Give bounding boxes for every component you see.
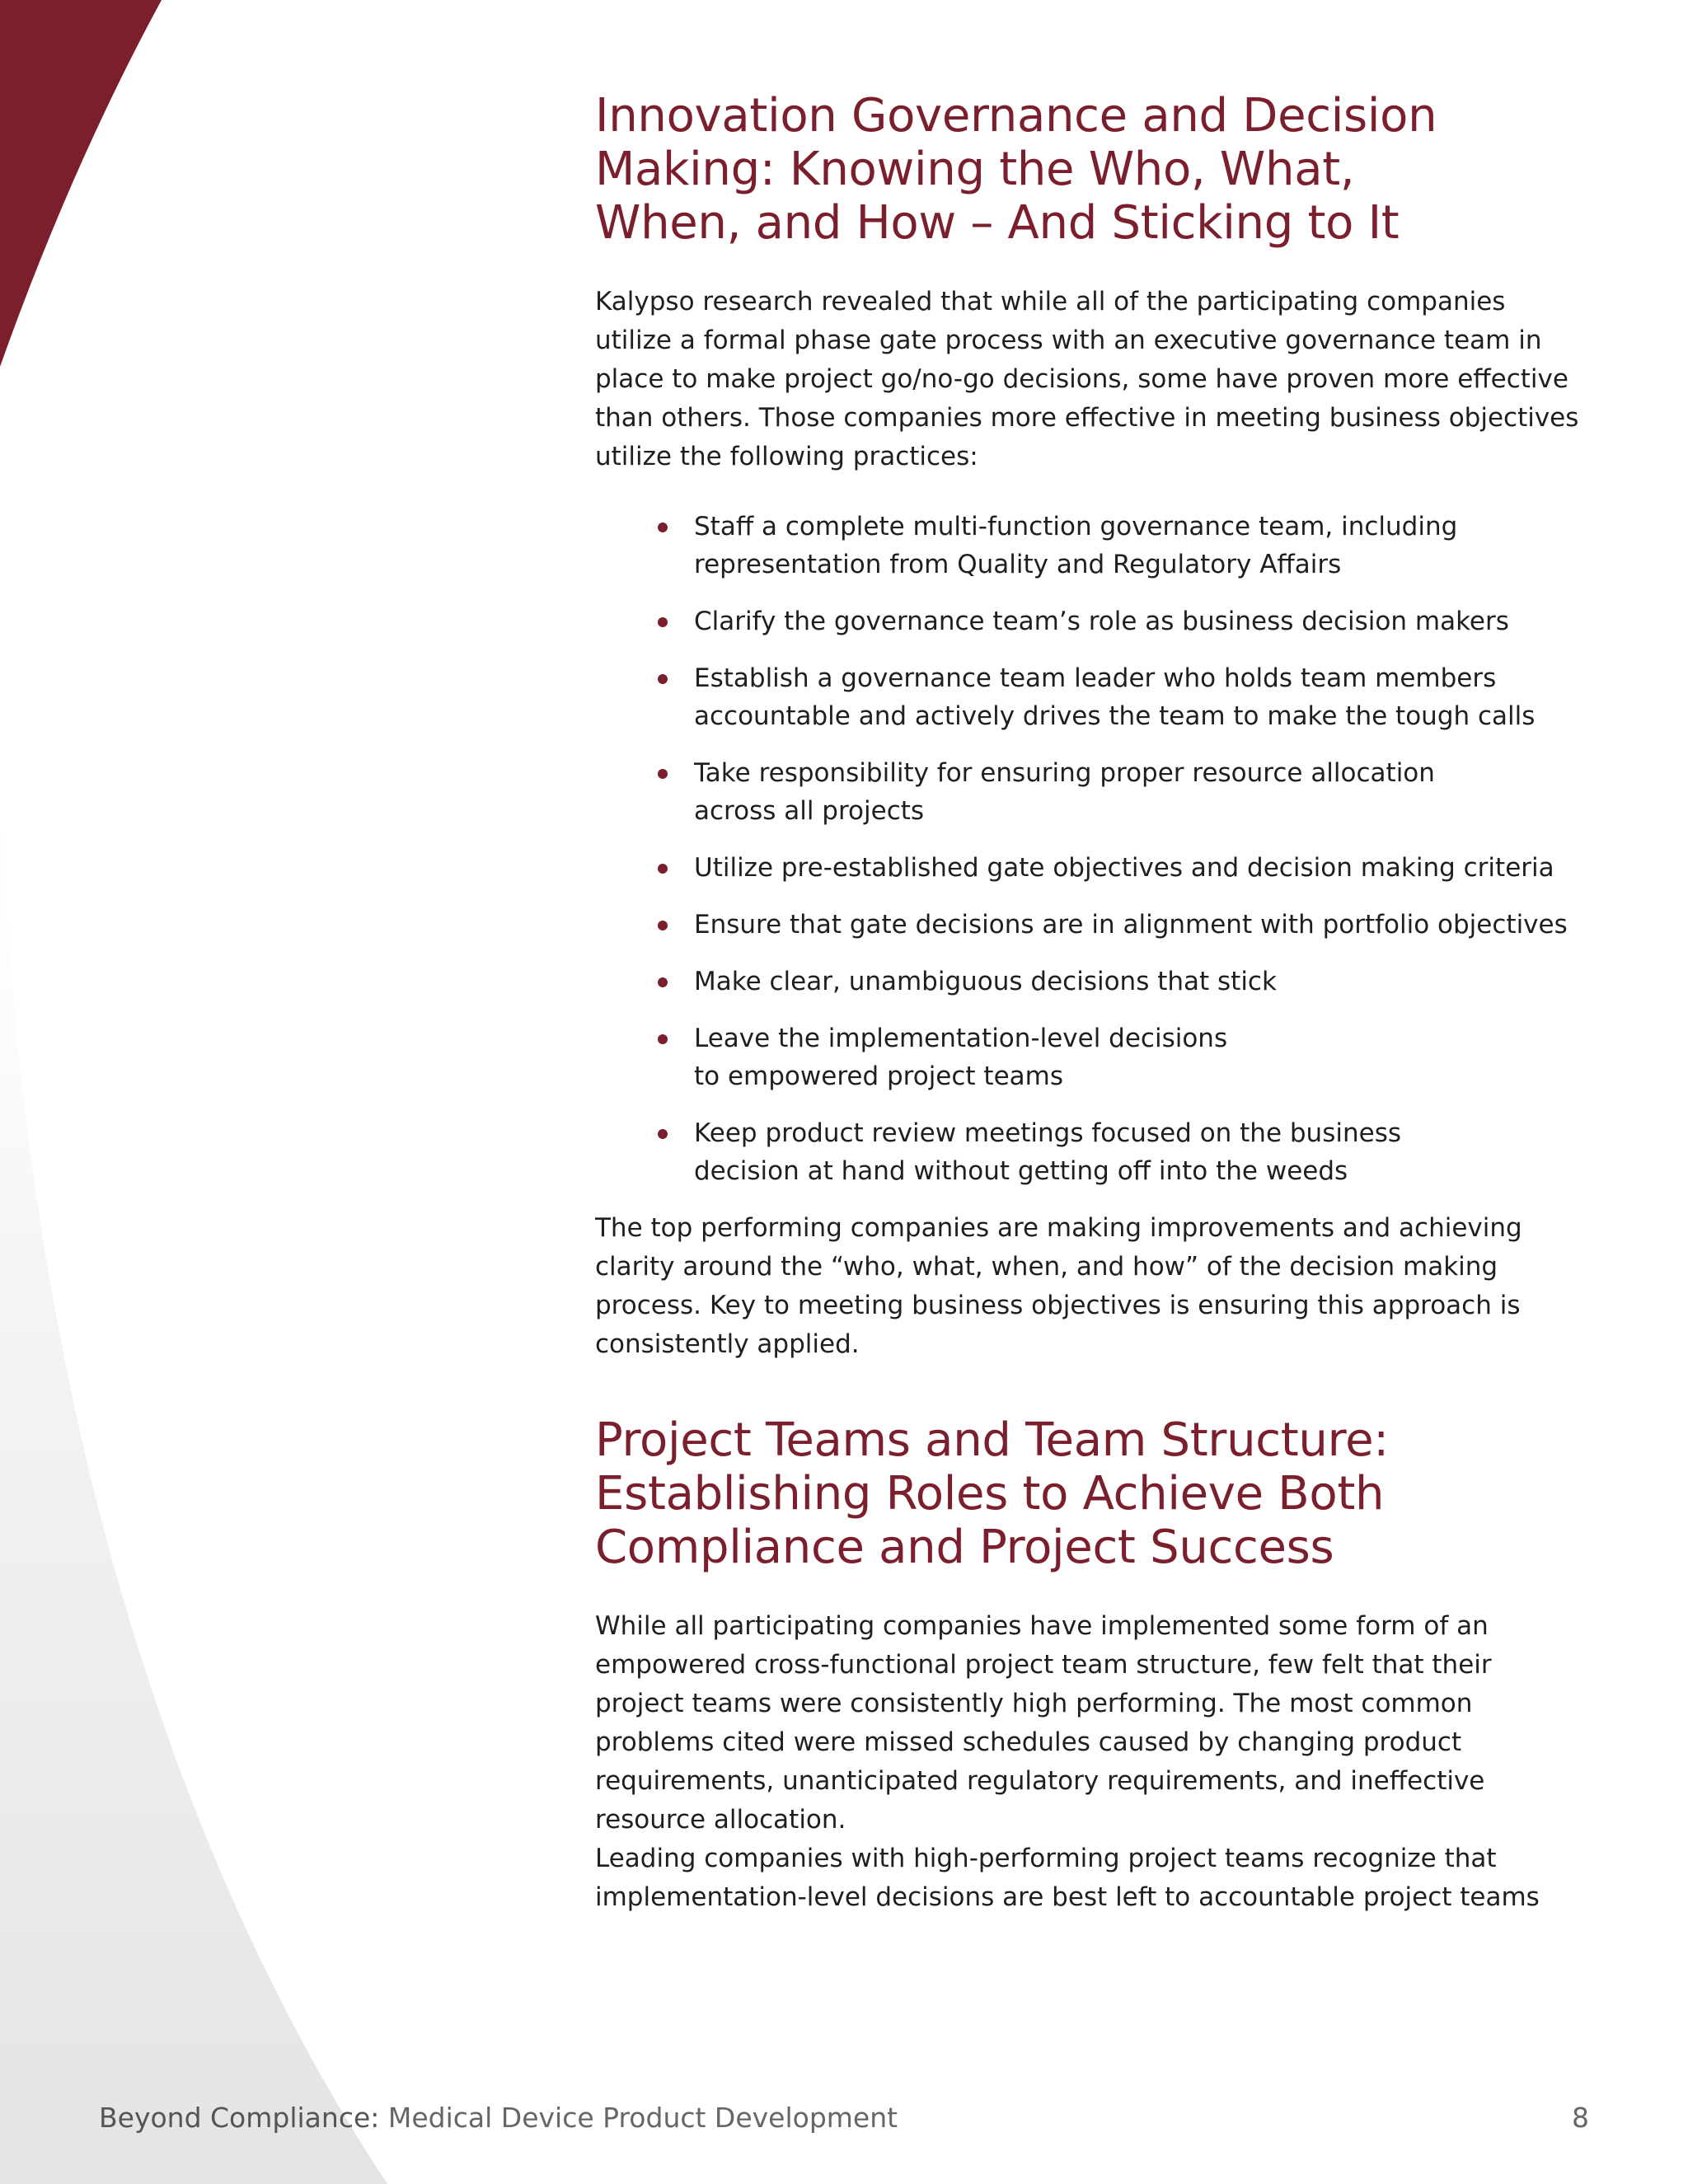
bullet-icon — [658, 769, 668, 779]
bullet-icon — [658, 977, 668, 987]
list-item-line: Leave the implementation-level decisions — [694, 1024, 1228, 1053]
list-item — [694, 508, 1592, 583]
text-line: utilize the following practices: — [595, 442, 978, 471]
heading-line: Innovation Governance and Decision — [595, 89, 1437, 143]
text-line: utilize a formal phase gate process with an executive governance team in — [595, 326, 1542, 355]
text-line: place to make project go/no-go decisions, some have proven more effective — [595, 364, 1568, 394]
list-item-line: to empowered project teams — [694, 1062, 1064, 1091]
list-item-line: Ensure that gate decisions are in alignment with portfolio objectives — [694, 910, 1568, 940]
list-item-line: across all projects — [694, 796, 925, 826]
list-item-line: Staff a complete multi-function governance team, including — [694, 512, 1458, 541]
text-line: than others. Those companies more effective in meeting business objectives — [595, 403, 1579, 433]
list-item-line: Utilize pre-established gate objectives and decision making criteria — [694, 853, 1554, 883]
heading-line: Project Teams and Team Structure: — [595, 1413, 1389, 1467]
list-item — [694, 602, 1592, 640]
text-line: The top performing companies are making improvements and achieving — [595, 1213, 1522, 1243]
list-item-line: Keep product review meetings focused on the business — [694, 1118, 1401, 1148]
page-footer — [99, 2102, 1589, 2135]
project-teams-heading — [595, 1413, 1592, 1574]
maroon-corner-shape — [0, 0, 162, 367]
list-item-line: Take responsibility for ensuring proper resource allocation — [694, 758, 1435, 788]
bullet-icon — [658, 921, 668, 930]
governance-intro-paragraph — [595, 283, 1592, 476]
text-line: clarity around the “who, what, when, and how” of the decision making — [595, 1252, 1498, 1282]
bullet-icon — [658, 617, 668, 627]
project-teams-section — [595, 1413, 1592, 1917]
text-line: Leading companies with high-performing project teams recognize that — [595, 1844, 1497, 1873]
text-line: requirements, unanticipated regulatory requirements, and ineffective — [595, 1766, 1485, 1796]
project-teams-paragraph-1 — [595, 1607, 1592, 1840]
bullet-icon — [658, 674, 668, 684]
list-item — [694, 906, 1592, 944]
list-item — [694, 849, 1592, 887]
page-number: 8 — [1572, 2102, 1589, 2134]
governance-heading — [595, 89, 1592, 250]
heading-line: Compliance and Project Success — [595, 1521, 1334, 1574]
text-line: problems cited were missed schedules caused by changing product — [595, 1727, 1462, 1757]
text-line: consistently applied. — [595, 1329, 860, 1359]
list-item-line: representation from Quality and Regulatory Affairs — [694, 550, 1342, 579]
practices-list — [595, 508, 1592, 1190]
text-line: resource allocation. — [595, 1805, 846, 1835]
governance-section — [595, 89, 1592, 1364]
text-line: project teams were consistently high performing. The most common — [595, 1689, 1473, 1718]
main-content — [595, 89, 1592, 1917]
list-item-line: Make clear, unambiguous decisions that stick — [694, 967, 1277, 996]
bullet-icon — [658, 1034, 668, 1044]
list-item-line: accountable and actively drives the team to make the tough calls — [694, 701, 1536, 731]
bullet-icon — [658, 523, 668, 532]
footer-title-rest: Medical Device Product Development — [379, 2102, 898, 2134]
gray-swoosh-shape — [0, 742, 387, 2184]
text-line: empowered cross-functional project team structure, few felt that their — [595, 1650, 1492, 1680]
text-line: While all participating companies have implemented some form of an — [595, 1611, 1489, 1641]
text-line: implementation-level decisions are best left to accountable project teams — [595, 1882, 1540, 1912]
footer-title-bold: Beyond Compliance: — [99, 2102, 380, 2134]
list-item — [694, 963, 1592, 1001]
list-item-line: decision at hand without getting off into the weeds — [694, 1156, 1348, 1186]
list-item — [694, 754, 1592, 830]
list-item — [694, 659, 1592, 735]
bullet-icon — [658, 864, 668, 874]
governance-closing-paragraph — [595, 1209, 1592, 1364]
heading-line: When, and How – And Sticking to It — [595, 196, 1400, 250]
list-item — [694, 1114, 1592, 1190]
text-line: process. Key to meeting business objectives is ensuring this approach is — [595, 1291, 1521, 1320]
project-teams-paragraph-2 — [595, 1840, 1592, 1917]
list-item-line: Clarify the governance team’s role as business decision makers — [694, 607, 1509, 636]
bullet-icon — [658, 1129, 668, 1139]
text-line: Kalypso research revealed that while all of the participating companies — [595, 287, 1506, 316]
list-item-line: Establish a governance team leader who holds team members — [694, 663, 1497, 693]
heading-line: Establishing Roles to Achieve Both — [595, 1467, 1385, 1521]
list-item — [694, 1019, 1592, 1095]
heading-line: Making: Knowing the Who, What, — [595, 143, 1355, 196]
